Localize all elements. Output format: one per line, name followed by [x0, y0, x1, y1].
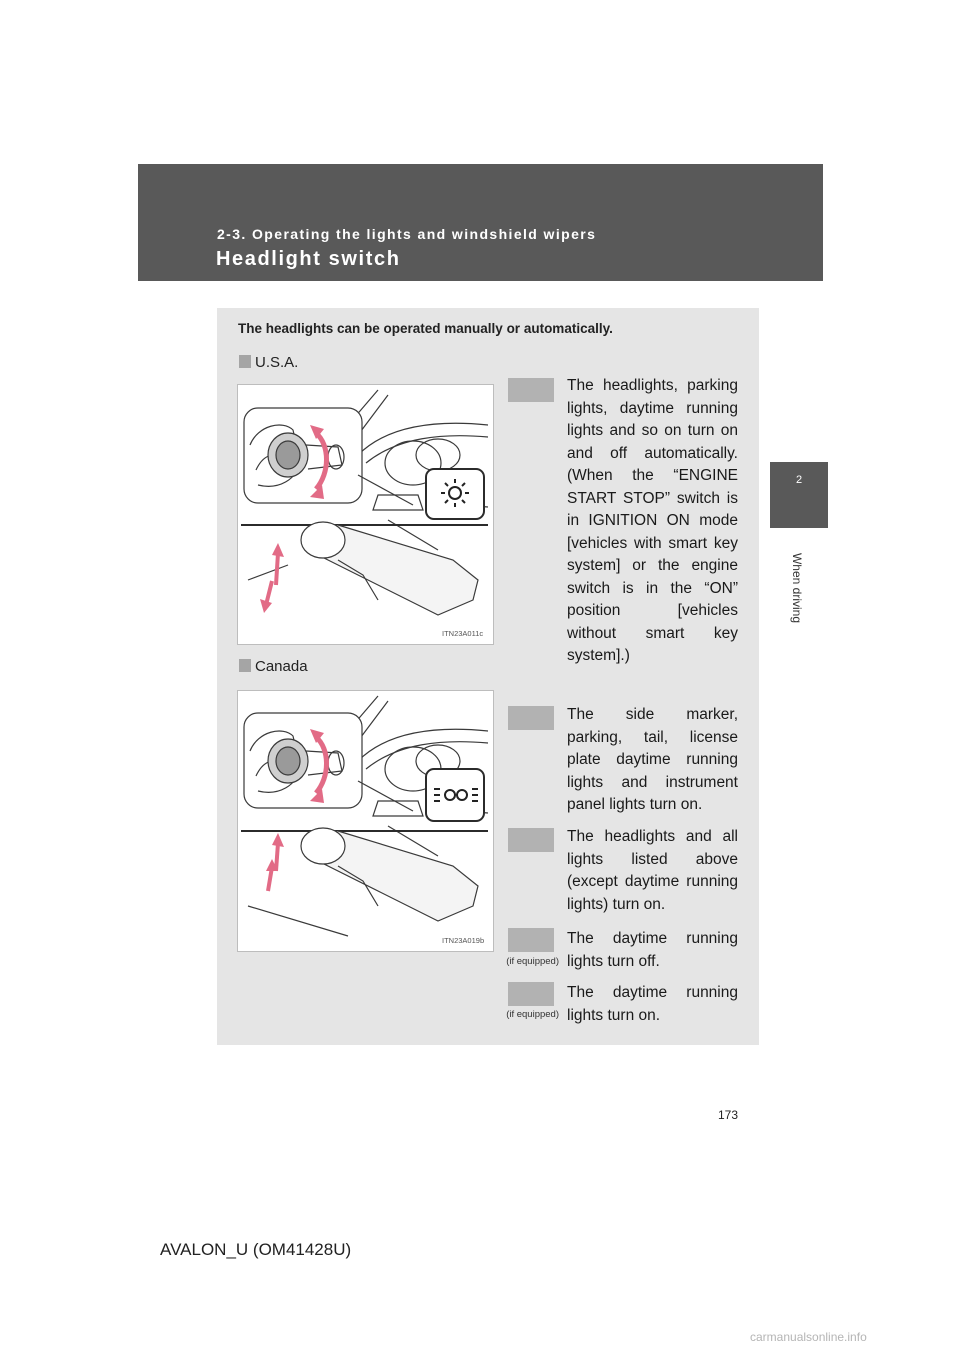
mode-badge-1: [508, 378, 554, 402]
figure-code-canada: ITN23A019b: [442, 936, 485, 945]
chapter-tab[interactable]: [770, 462, 828, 528]
figure-usa: [237, 384, 494, 645]
chapter-number: 2: [795, 474, 803, 486]
headlight-switch-illustration-usa: [238, 385, 493, 644]
mode-badge-4: [508, 928, 554, 952]
mode-badge-5: [508, 982, 554, 1006]
chapter-label: [790, 540, 804, 635]
mode-description-auto: The headlights, parking lights, daytime running lights and so on turn on and off automatically. (When the “ENGINE START STOP” switch is in IGNITION ON mode [vehicles with smart key system] or the engine switch is in the “ON” position [vehicles without smart key system].): [567, 377, 738, 664]
if-equipped-label: (if equipped): [506, 956, 559, 967]
mode-description-drl-off: The daytime running lights turn off.: [567, 930, 738, 970]
section-label: 2-3. Operating the lights and windshield wipers: [217, 226, 597, 242]
bullet-square-icon: [239, 355, 251, 368]
page-number: 173: [718, 1108, 739, 1122]
mode-badge-2: [508, 706, 554, 730]
headlight-switch-illustration-canada: [238, 691, 493, 951]
watermark: carmanualsonline.info: [750, 1330, 867, 1344]
bullet-square-icon: [239, 659, 251, 672]
region-label-canada: Canada: [255, 658, 308, 675]
mode-description-drl-on: The daytime running lights turn on.: [567, 984, 738, 1024]
region-heading-usa: [239, 354, 298, 371]
section-header: [138, 164, 823, 281]
manual-code: AVALON_U (OM41428U): [160, 1240, 352, 1259]
figure-canada: [237, 690, 494, 952]
content-panel: [217, 308, 759, 1045]
mode-description-parking: The side marker, parking, tail, license plate daytime running lights and instrument panel lights turn on.: [567, 706, 738, 813]
mode-description-headlights: The headlights and all lights listed above (except daytime running lights) turn on.: [567, 828, 738, 913]
if-equipped-label: (if equipped): [506, 1009, 559, 1020]
chapter-label-text: When driving: [790, 552, 804, 623]
region-heading-canada: [239, 658, 308, 675]
mode-badge-3: [508, 828, 554, 852]
region-label-usa: U.S.A.: [255, 354, 299, 371]
page-title: Headlight switch: [216, 248, 401, 270]
figure-code-usa: ITN23A011c: [442, 629, 484, 638]
intro-text: The headlights can be operated manually or automatically.: [238, 321, 613, 336]
